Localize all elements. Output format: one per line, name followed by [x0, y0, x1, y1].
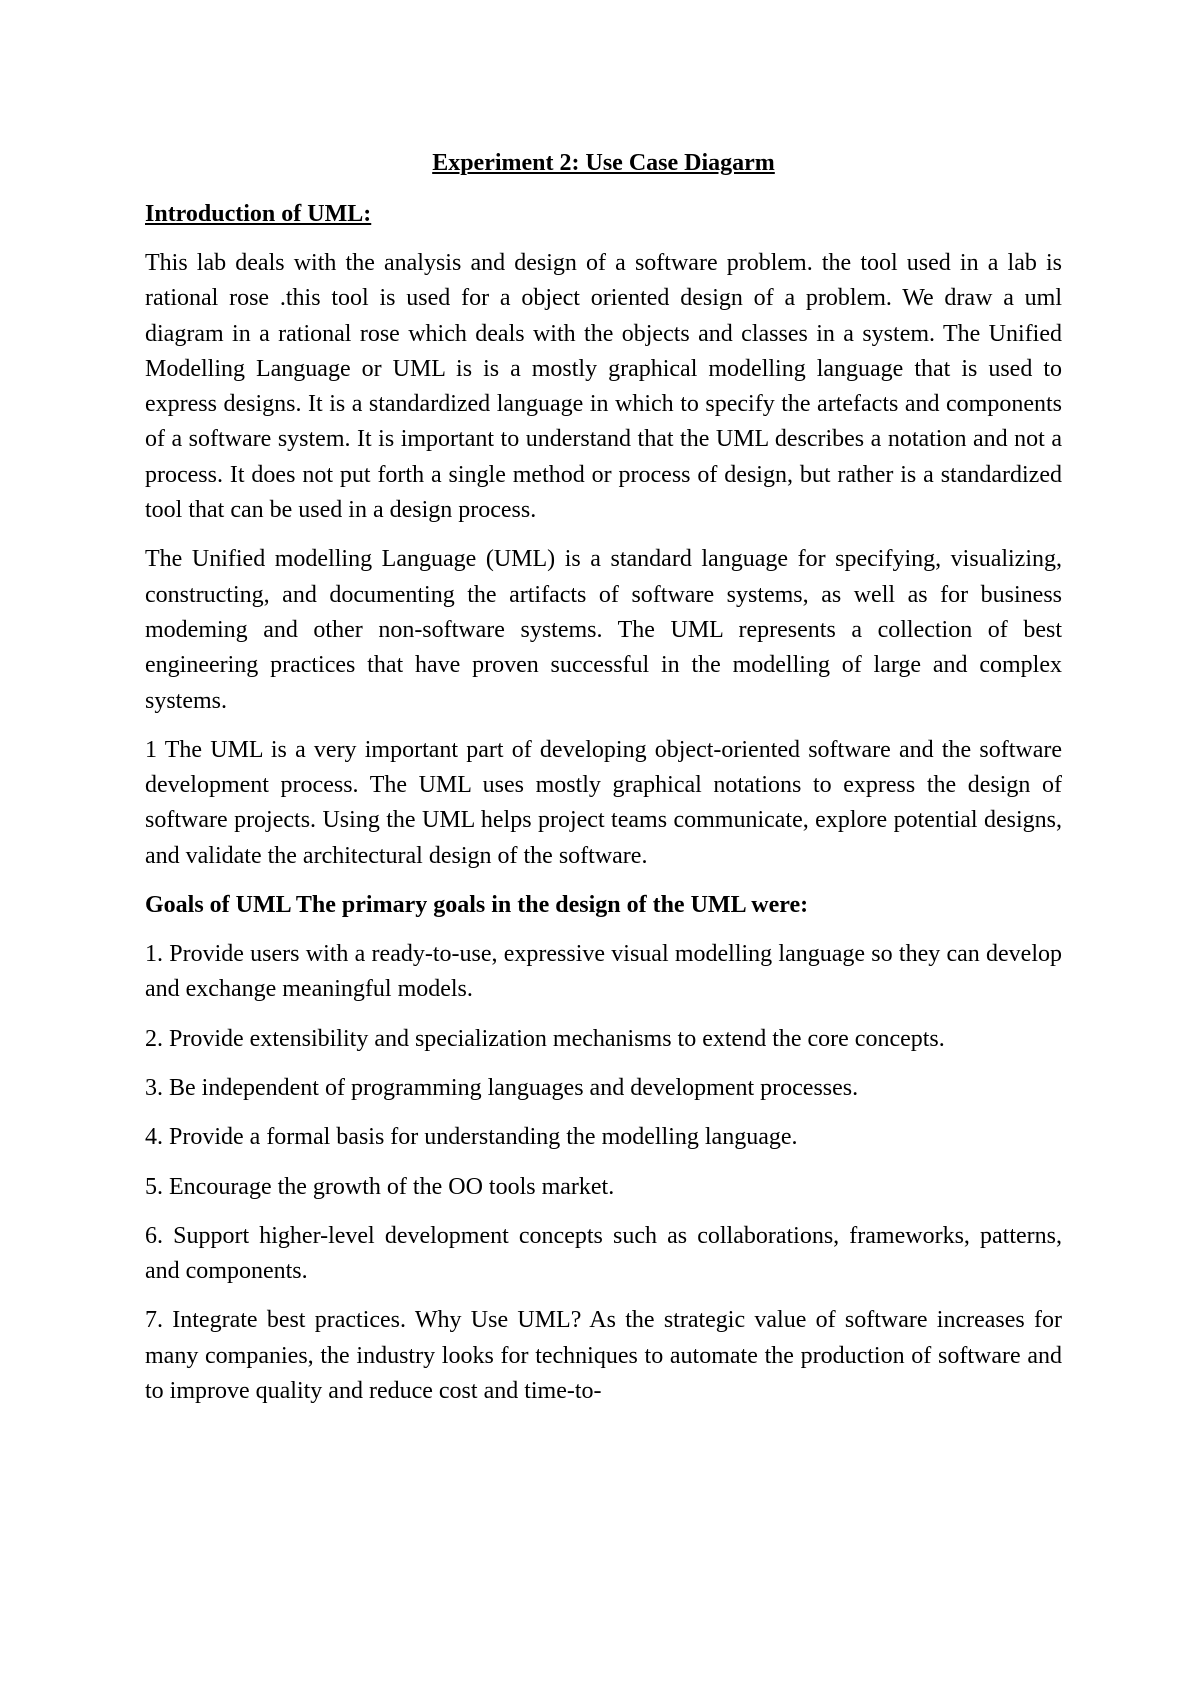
- document-title: Experiment 2: Use Case Diagarm: [432, 150, 775, 176]
- goal-item: 4. Provide a formal basis for understanding the modelling language.: [145, 1124, 798, 1151]
- goal-item: 6. Support higher-level development concepts such as collaborations, frameworks, patterns, and components.: [145, 1222, 1062, 1285]
- paragraph-intro: This lab deals with the analysis and design of a software problem. the tool used in a lab is rational rose .this tool is used for a object oriented design of a problem. We draw a uml diagram in a rational rose which deals with the objects and classes in a system. The Unified Modelling Language or UML is is a mostly graphical modelling language that is used to express designs. It is a standardized language in which to specify the artefacts and components of a software system. It is important to understand that the UML describes a notation and not a process. It does not put forth a single method or process of design, but rather is a standardized tool that can be used in a design process.: [145, 250, 1062, 524]
- goal-item: 7. Integrate best practices. Why Use UML? As the strategic value of software increases for many companies, the industry looks for techniques to automate the production of software and to improve quality and reduce cost and time-to-: [145, 1307, 1062, 1405]
- document-page: [145, 146, 1062, 1423]
- goal-item: 5. Encourage the growth of the OO tools market.: [145, 1173, 615, 1200]
- goals-heading: Goals of UML The primary goals in the design of the UML were:: [145, 892, 809, 919]
- goal-item: 3. Be independent of programming languages and development processes.: [145, 1074, 859, 1101]
- intro-heading: Introduction of UML:: [145, 201, 372, 227]
- goal-item: 2. Provide extensibility and specialization mechanisms to extend the core concepts.: [145, 1025, 945, 1052]
- paragraph-uml-standard: The Unified modelling Language (UML) is a standard language for specifying, visualizing, constructing, and documenting the artifacts of software systems, as well as for business modeming and other non-software systems. The UML represents a collection of best engineering practices that have proven successful in the modelling of large and complex systems.: [145, 546, 1062, 714]
- paragraph-uml-importance: 1 The UML is a very important part of developing object-oriented software and the software development process. The UML uses mostly graphical notations to express the design of software projects. Using the UML helps project teams communicate, explore potential designs, and validate the architectural design of the software.: [145, 736, 1062, 869]
- goal-item: 1. Provide users with a ready-to-use, expressive visual modelling language so they can develop and exchange meaningful models.: [145, 941, 1062, 1003]
